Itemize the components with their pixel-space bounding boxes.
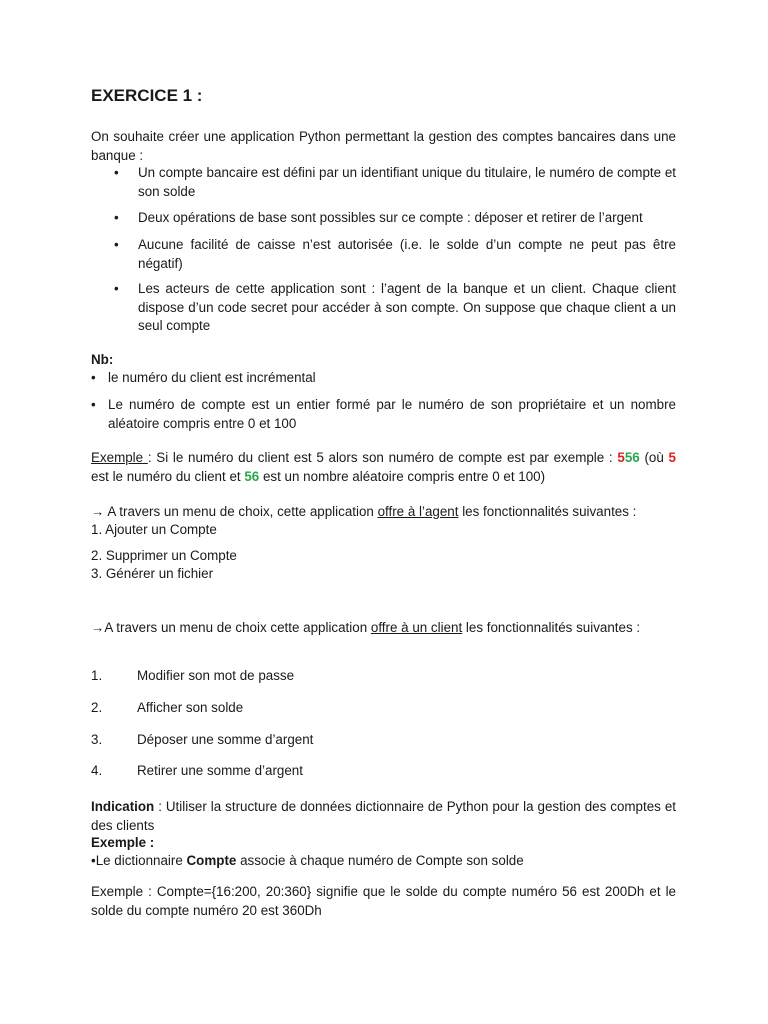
agent-intro: → A travers un menu de choix, cette application offre à l’agent les fonctionnalités suivantes :	[91, 504, 637, 519]
final-example: Exemple : Compte={16:200, 20:360} signifie que le solde du compte numéro 56 est 200Dh et le solde du compte numéro 20 est 360Dh	[91, 884, 676, 918]
bullet: •	[91, 370, 96, 385]
client-item-1: Modifier son mot de passe	[137, 668, 295, 683]
client-item-3: Déposer une somme d’argent	[137, 732, 314, 747]
bullet: •	[114, 281, 119, 296]
client-item-number: 4.	[91, 763, 103, 778]
client-item-number: 2.	[91, 700, 103, 715]
bullet-item-2: Deux opérations de base sont possibles sur ce compte : déposer et retirer de l’argent	[138, 210, 643, 225]
bullet: •	[91, 397, 96, 412]
client-item-2: Afficher son solde	[137, 700, 244, 715]
client-item-number: 3.	[91, 732, 103, 747]
nb-item-1: le numéro du client est incrémental	[108, 370, 316, 385]
arrow-right-icon: →	[91, 620, 105, 635]
client-item-4: Retirer une somme d’argent	[137, 763, 303, 778]
client-intro: →A travers un menu de choix cette application offre à un client les fonctionnalités suivantes :	[91, 620, 641, 635]
nb-item-2: Le numéro de compte est un entier formé par le numéro de son propriétaire et un nombre aléatoire compris entre 0 et 100	[108, 397, 676, 431]
bullet-item-4: Les acteurs de cette application sont : l’agent de la banque et un client. Chaque client dispose d’un code secret pour accéder à son compte. On suppose que chaque client a un seul compte	[138, 281, 676, 333]
intro-paragraph: On souhaite créer une application Python permettant la gestion des comptes bancaires dans une banque :	[91, 129, 676, 163]
page-title: EXERCICE 1 :	[91, 86, 203, 105]
exemple-label-2: Exemple :	[91, 835, 155, 850]
client-item-number: 1.	[91, 668, 103, 683]
dict-line: •Le dictionnaire Compte associe à chaque numéro de Compte son solde	[91, 853, 524, 868]
bullet: •	[114, 165, 119, 180]
agent-item-1: 1. Ajouter un Compte	[91, 522, 217, 537]
bullet: •	[114, 210, 119, 225]
arrow-right-icon: →	[91, 504, 105, 519]
agent-item-3: 3. Générer un fichier	[91, 566, 214, 581]
agent-item-2: 2. Supprimer un Compte	[91, 548, 237, 563]
indication-paragraph: Indication : Utiliser la structure de données dictionnaire de Python pour la gestion des comptes et des clients	[91, 799, 676, 833]
nb-label: Nb:	[91, 352, 114, 367]
exemple-label: Exemple	[91, 450, 148, 465]
bullet-item-3: Aucune facilité de caisse n’est autorisée (i.e. le solde d’un compte ne peut pas être négatif)	[138, 237, 676, 271]
bullet-item-1: Un compte bancaire est défini par un identifiant unique du titulaire, le numéro de compte et son solde	[138, 165, 676, 199]
exemple-paragraph: Exemple : Si le numéro du client est 5 alors son numéro de compte est par exemple : 556 (où 5 est le numéro du client et 56 est un nombre aléatoire compris entre 0 et 100)	[91, 450, 676, 484]
bullet: •	[114, 237, 119, 252]
